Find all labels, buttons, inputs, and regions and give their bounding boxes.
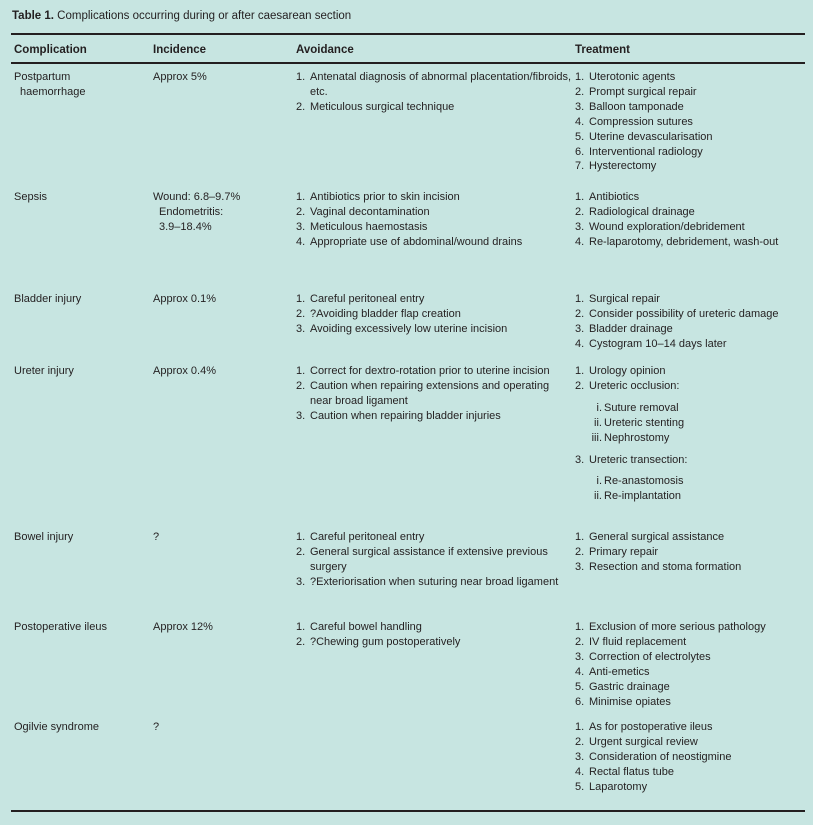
cell-avoidance xyxy=(296,70,574,115)
list-item xyxy=(296,220,574,235)
list-marker: 1. xyxy=(575,71,585,83)
list-item xyxy=(575,620,811,635)
list-item-text: ?Chewing gum postoperatively xyxy=(310,635,461,648)
table-bottom-rule xyxy=(11,810,805,812)
list-item xyxy=(296,292,574,307)
list-marker: 3. xyxy=(575,750,585,763)
ordered-list xyxy=(575,720,811,795)
ordered-list xyxy=(296,292,574,337)
list-marker: 3. xyxy=(296,575,306,588)
list-item xyxy=(575,85,811,100)
list-marker: 2. xyxy=(296,205,306,218)
column-header-complication: Complication xyxy=(14,44,87,56)
ordered-list xyxy=(296,530,574,590)
cell-treatment xyxy=(575,70,811,174)
cell-incidence xyxy=(153,620,293,635)
list-item xyxy=(296,322,574,337)
list-item xyxy=(575,530,811,545)
ordered-list xyxy=(575,70,811,174)
list-marker: 4. xyxy=(575,665,585,678)
sub-list-item-text: Nephrostomy xyxy=(604,431,670,444)
list-item-text: Wound exploration/debridement xyxy=(589,220,745,233)
sub-list xyxy=(575,474,811,504)
list-item-text: Urgent surgical review xyxy=(589,735,698,748)
list-marker: 4. xyxy=(296,235,306,248)
cell-avoidance xyxy=(296,620,574,650)
list-marker: 4. xyxy=(575,235,585,248)
list-item-text: Rectal flatus tube xyxy=(589,765,674,778)
cell-line: Approx 0.1% xyxy=(153,293,216,305)
list-item xyxy=(575,100,811,115)
list-item xyxy=(575,750,811,765)
list-item-text: As for postoperative ileus xyxy=(589,721,713,733)
list-marker: 2. xyxy=(575,545,585,558)
cell-complication xyxy=(14,620,150,635)
cell-complication xyxy=(14,364,150,379)
list-item-text: Anti-emetics xyxy=(589,665,650,678)
cell-avoidance xyxy=(296,364,574,424)
list-item-text: Antenatal diagnosis of abnormal placentation/fibroids, etc. xyxy=(310,71,572,98)
list-item xyxy=(575,560,811,575)
cell-incidence xyxy=(153,292,293,307)
sub-list-item-text: Re-anastomosis xyxy=(604,475,684,488)
list-spacer xyxy=(575,394,811,401)
list-item-text: Consideration of neostigmine xyxy=(589,750,732,763)
ordered-list xyxy=(296,364,574,424)
list-marker: 1. xyxy=(575,191,585,203)
list-marker: 5. xyxy=(575,680,585,693)
list-item-text: Careful bowel handling xyxy=(310,621,422,633)
list-marker: 2. xyxy=(575,205,585,218)
list-item-text: Prompt surgical repair xyxy=(589,85,697,98)
list-marker: 2. xyxy=(296,379,306,392)
list-marker: 2. xyxy=(575,307,585,320)
cell-treatment xyxy=(575,364,811,511)
list-item xyxy=(575,337,811,352)
list-item-text: Avoiding excessively low uterine incision xyxy=(310,322,508,335)
list-item-text: General surgical assistance xyxy=(589,531,725,543)
list-item xyxy=(575,322,811,337)
list-marker: 3. xyxy=(575,100,585,113)
list-item xyxy=(575,635,811,650)
list-item-text: Re-laparotomy, debridement, wash-out xyxy=(589,235,779,248)
list-marker: 4. xyxy=(575,765,585,778)
column-header-incidence: Incidence xyxy=(153,44,207,56)
cell-line: Sepsis xyxy=(14,191,48,203)
ordered-list xyxy=(575,620,811,709)
list-item-text: Uterotonic agents xyxy=(589,71,676,83)
list-item-text: Caution when repairing bladder injuries xyxy=(310,409,501,422)
list-item xyxy=(296,70,574,100)
cell-line: Postoperative ileus xyxy=(14,621,107,633)
list-spacer xyxy=(575,467,811,474)
list-marker: 3. xyxy=(575,453,585,466)
cell-incidence xyxy=(153,530,293,545)
cell-incidence xyxy=(153,70,293,85)
list-item xyxy=(296,190,574,205)
list-marker: 1. xyxy=(296,293,306,305)
list-item-text: Correction of electrolytes xyxy=(589,650,711,663)
cell-avoidance xyxy=(296,530,574,590)
sub-list-marker: i. xyxy=(596,401,602,414)
list-marker: 1. xyxy=(296,365,306,377)
sub-list-item xyxy=(575,416,811,431)
list-marker: 2. xyxy=(575,735,585,748)
list-marker: 2. xyxy=(575,85,585,98)
list-item-text: Careful peritoneal entry xyxy=(310,531,425,543)
list-item xyxy=(296,205,574,220)
table-caption-text: Complications occurring during or after caesarean section xyxy=(57,10,352,22)
list-item-text: Vaginal decontamination xyxy=(310,205,430,218)
table-caption xyxy=(12,9,351,23)
list-item xyxy=(575,205,811,220)
list-marker: 2. xyxy=(575,635,585,648)
list-item-text: Compression sutures xyxy=(589,115,693,128)
list-marker: 3. xyxy=(296,220,306,233)
ordered-list xyxy=(575,292,811,352)
list-item-text: Ureteric occlusion: xyxy=(589,379,680,392)
list-item xyxy=(575,379,811,394)
column-header-avoidance: Avoidance xyxy=(296,44,354,56)
list-item-text: Appropriate use of abdominal/wound drains xyxy=(310,235,523,248)
list-item xyxy=(575,545,811,560)
cell-line: Endometritis: xyxy=(159,205,224,218)
cell-incidence xyxy=(153,190,293,235)
cell-treatment xyxy=(575,620,811,709)
list-marker: 3. xyxy=(575,650,585,663)
list-item xyxy=(296,545,574,575)
list-item-text: Bladder drainage xyxy=(589,322,673,335)
cell-line: haemorrhage xyxy=(20,85,86,98)
sub-list-item xyxy=(575,401,811,416)
list-marker: 6. xyxy=(575,145,585,158)
list-item xyxy=(575,735,811,750)
cell-incidence xyxy=(153,364,293,379)
list-item-text: Hysterectomy xyxy=(589,160,657,173)
cell-line: 3.9–18.4% xyxy=(159,220,212,233)
sub-list-item-text: Suture removal xyxy=(604,401,679,414)
cell-incidence xyxy=(153,720,293,735)
list-marker: 3. xyxy=(296,322,306,335)
list-item xyxy=(296,379,574,409)
list-spacer xyxy=(575,504,811,511)
list-marker: 5. xyxy=(575,780,585,793)
list-item-text: Ureteric transection: xyxy=(589,453,688,466)
list-item xyxy=(575,159,811,174)
list-item-text: Antibiotics prior to skin incision xyxy=(310,191,460,203)
sub-list-item-text: Ureteric stenting xyxy=(604,416,685,429)
list-marker: 3. xyxy=(575,322,585,335)
ordered-list xyxy=(296,620,574,650)
ordered-list xyxy=(575,190,811,250)
table-caption-label: Table 1. xyxy=(12,10,54,22)
cell-line: ? xyxy=(153,531,160,543)
cell-complication xyxy=(14,70,150,100)
sub-list-item xyxy=(575,474,811,489)
list-item-text: Primary repair xyxy=(589,545,659,558)
list-marker: 4. xyxy=(575,115,585,128)
list-item xyxy=(296,620,574,635)
list-marker: 4. xyxy=(575,337,585,350)
list-item-text: ?Exteriorisation when suturing near broad ligament xyxy=(310,575,559,588)
list-item xyxy=(575,307,811,322)
cell-complication xyxy=(14,292,150,307)
cell-line: Ureter injury xyxy=(14,365,74,377)
list-marker: 2. xyxy=(575,379,585,392)
list-item xyxy=(575,453,811,468)
cell-treatment xyxy=(575,720,811,795)
list-item-text: Meticulous surgical technique xyxy=(310,100,455,113)
cell-complication xyxy=(14,190,150,205)
list-marker: 3. xyxy=(575,560,585,573)
list-marker: 1. xyxy=(575,721,585,733)
cell-complication xyxy=(14,720,150,735)
list-item-text: Balloon tamponade xyxy=(589,100,684,113)
list-item xyxy=(575,235,811,250)
list-marker: 5. xyxy=(575,130,585,143)
table-body xyxy=(0,70,813,810)
list-item xyxy=(575,720,811,735)
ordered-list xyxy=(296,190,574,250)
cell-line: Ogilvie syndrome xyxy=(14,721,99,733)
list-item xyxy=(575,765,811,780)
list-marker: 7. xyxy=(575,160,585,173)
ordered-list xyxy=(296,70,574,115)
list-item xyxy=(296,307,574,322)
ordered-list xyxy=(575,530,811,575)
list-marker: 3. xyxy=(575,220,585,233)
list-marker: 3. xyxy=(296,409,306,422)
list-item xyxy=(575,665,811,680)
ordered-list xyxy=(575,364,811,511)
list-marker: 2. xyxy=(296,545,306,558)
list-item xyxy=(575,780,811,795)
column-header-treatment: Treatment xyxy=(575,44,630,56)
list-marker: 6. xyxy=(575,695,585,708)
cell-avoidance xyxy=(296,190,574,250)
list-marker: 1. xyxy=(575,531,585,543)
list-marker: 1. xyxy=(296,71,306,83)
list-item xyxy=(575,695,811,710)
cell-treatment xyxy=(575,292,811,352)
list-marker: 2. xyxy=(296,100,306,113)
list-item xyxy=(296,575,574,590)
list-item xyxy=(296,530,574,545)
list-item xyxy=(296,364,574,379)
cell-line: Wound: 6.8–9.7% xyxy=(153,191,241,203)
list-item xyxy=(575,650,811,665)
list-item-text: Caution when repairing extensions and operating near broad ligament xyxy=(310,379,550,407)
list-item xyxy=(575,130,811,145)
list-item-text: Minimise opiates xyxy=(589,695,671,708)
list-item-text: ?Avoiding bladder flap creation xyxy=(310,307,461,320)
list-item-text: Gastric drainage xyxy=(589,680,670,693)
list-item xyxy=(296,635,574,650)
list-item xyxy=(296,235,574,250)
list-marker: 1. xyxy=(575,293,585,305)
list-item-text: Uterine devascularisation xyxy=(589,130,713,143)
list-item-text: Interventional radiology xyxy=(589,145,703,158)
cell-line: Bladder injury xyxy=(14,293,82,305)
list-marker: 1. xyxy=(575,365,585,377)
sub-list-marker: i. xyxy=(596,475,602,488)
cell-line: Approx 5% xyxy=(153,71,207,83)
sub-list-item-text: Re-implantation xyxy=(604,490,682,503)
table-header-rule xyxy=(11,62,805,64)
list-item xyxy=(575,145,811,160)
list-item-text: IV fluid replacement xyxy=(589,635,687,648)
list-item-text: Urology opinion xyxy=(589,365,666,377)
list-item xyxy=(296,409,574,424)
list-item-text: Radiological drainage xyxy=(589,205,695,218)
list-item-text: Resection and stoma formation xyxy=(589,560,742,573)
list-item-text: Meticulous haemostasis xyxy=(310,220,428,233)
cell-treatment xyxy=(575,190,811,250)
list-marker: 1. xyxy=(296,191,306,203)
list-item-text: Careful peritoneal entry xyxy=(310,293,425,305)
list-item-text: General surgical assistance if extensive previous surgery xyxy=(310,545,548,573)
sub-list-wrapper xyxy=(575,474,811,504)
cell-line: Bowel injury xyxy=(14,531,74,543)
list-spacer xyxy=(575,446,811,453)
list-item-text: Exclusion of more serious pathology xyxy=(589,621,766,633)
list-marker: 1. xyxy=(296,531,306,543)
list-marker: 1. xyxy=(575,621,585,633)
cell-avoidance xyxy=(296,292,574,337)
list-item xyxy=(296,100,574,115)
sub-list-marker: iii. xyxy=(591,431,602,444)
cell-line: ? xyxy=(153,721,160,733)
sub-list-item xyxy=(575,431,811,446)
sub-list xyxy=(575,401,811,446)
list-item-text: Surgical repair xyxy=(589,293,660,305)
list-item xyxy=(575,292,811,307)
list-item xyxy=(575,220,811,235)
cell-line: Postpartum xyxy=(14,71,71,83)
list-marker: 2. xyxy=(296,307,306,320)
list-item-text: Correct for dextro-rotation prior to uterine incision xyxy=(310,365,550,377)
list-item xyxy=(575,70,811,85)
list-item-text: Antibiotics xyxy=(589,191,640,203)
list-item xyxy=(575,190,811,205)
list-item xyxy=(575,115,811,130)
list-item xyxy=(575,364,811,379)
cell-line: Approx 0.4% xyxy=(153,365,216,377)
sub-list-wrapper xyxy=(575,401,811,446)
list-item xyxy=(575,680,811,695)
list-item-text: Consider possibility of ureteric damage xyxy=(589,307,779,320)
list-marker: 2. xyxy=(296,635,306,648)
list-item-text: Cystogram 10–14 days later xyxy=(589,337,727,350)
sub-list-marker: ii. xyxy=(594,416,602,429)
list-item-text: Laparotomy xyxy=(589,780,648,793)
cell-complication xyxy=(14,530,150,545)
cell-treatment xyxy=(575,530,811,575)
cell-line: Approx 12% xyxy=(153,621,213,633)
sub-list-marker: ii. xyxy=(594,490,602,503)
sub-list-item xyxy=(575,489,811,504)
list-marker: 1. xyxy=(296,621,306,633)
table-top-rule xyxy=(11,33,805,35)
